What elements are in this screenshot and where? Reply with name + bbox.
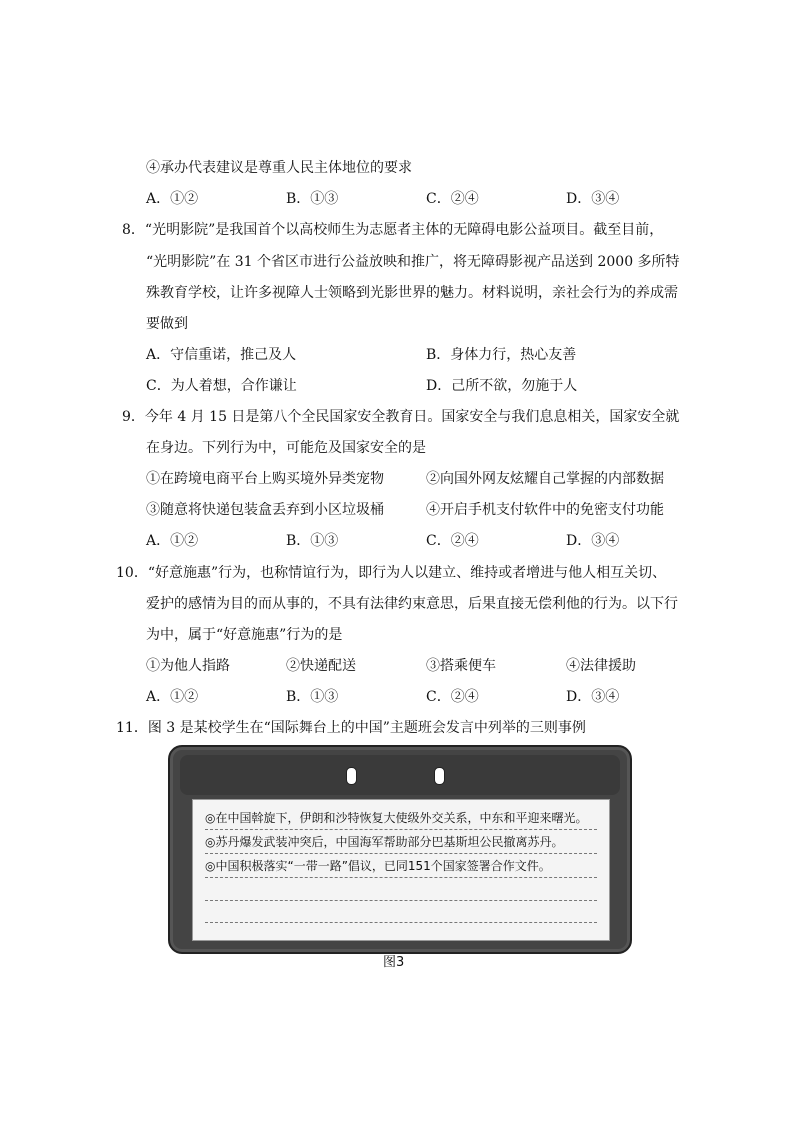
q10-option-b: B．①③ xyxy=(286,689,339,705)
q10-option-d: D．③④ xyxy=(566,689,620,705)
q9-line-2: 在身边。下列行为中，可能危及国家安全的是 xyxy=(146,440,426,456)
ruled-line xyxy=(205,900,597,901)
q7-option-b: B．①③ xyxy=(286,191,339,207)
q8-line-2: “光明影院”在 31 个省区市进行公益放映和推广，将无障碍影视产品送到 2000 多所特 xyxy=(146,254,680,270)
figure-caption: 图3 xyxy=(383,955,405,970)
q9-option-b: B．①③ xyxy=(286,533,339,549)
q7-item-4: ④承办代表建议是尊重人民主体地位的要求 xyxy=(146,160,412,176)
note-sheet xyxy=(192,799,610,941)
figure-3-board xyxy=(168,745,628,950)
figure-line-2: ◎苏丹爆发武装冲突后，中国海军帮助部分巴基斯坦公民撤离苏丹。 xyxy=(205,835,564,849)
q10-item-1: ①为他人指路 xyxy=(146,658,230,674)
q10-item-3: ③搭乘便车 xyxy=(426,658,496,674)
binder-ring-icon xyxy=(434,767,445,785)
q7-option-d: D．③④ xyxy=(566,191,620,207)
ruled-line xyxy=(205,853,597,854)
ruled-line xyxy=(205,877,597,878)
q7-option-c: C．②④ xyxy=(426,191,479,207)
figure-line-3: ◎中国积极落实“一带一路”倡议，已同151个国家签署合作文件。 xyxy=(205,859,551,873)
q8-line-4: 要做到 xyxy=(146,316,188,332)
q9-line-1: 9．今年 4 月 15 日是第八个全民国家安全教育日。国家安全与我们息息相关，国家安全就 xyxy=(122,409,680,425)
q8-option-b: B．身体力行，热心友善 xyxy=(426,347,577,363)
q9-item-4: ④开启手机支付软件中的免密支付功能 xyxy=(426,502,664,518)
binder-ring-icon xyxy=(346,767,357,785)
q10-line-2: 爱护的感情为目的而从事的，不具有法律约束意思，后果直接无偿利他的行为。以下行 xyxy=(146,596,678,612)
q10-line-3: 为中，属于“好意施惠”行为的是 xyxy=(146,627,343,643)
q8-option-c: C．为人着想，合作谦让 xyxy=(146,378,297,394)
q9-option-a: A．①② xyxy=(146,533,199,549)
q10-line-1: 10．“好意施惠”行为，也称情谊行为，即行为人以建立、维持或者增进与他人相互关切、 xyxy=(116,565,667,581)
q9-item-2: ②向国外网友炫耀自己掌握的内部数据 xyxy=(426,471,664,487)
q7-option-a: A．①② xyxy=(146,191,199,207)
q10-option-c: C．②④ xyxy=(426,689,479,705)
q8-option-d: D．己所不欲，勿施于人 xyxy=(426,378,578,394)
figure-line-1: ◎在中国斡旋下，伊朗和沙特恢复大使级外交关系，中东和平迎来曙光。 xyxy=(205,811,588,825)
q8-option-a: A．守信重诺，推己及人 xyxy=(146,347,297,363)
ruled-line xyxy=(205,829,597,830)
q10-item-4: ④法律援助 xyxy=(566,658,636,674)
q10-item-2: ②快递配送 xyxy=(286,658,356,674)
q9-option-d: D．③④ xyxy=(566,533,620,549)
q8-line-3: 殊教育学校，让许多视障人士领略到光影世界的魅力。材料说明，亲社会行为的养成需 xyxy=(146,285,678,301)
board-header xyxy=(180,755,620,795)
ruled-line xyxy=(205,922,597,923)
q9-item-3: ③随意将快递包装盒丢弃到小区垃圾桶 xyxy=(146,502,384,518)
q9-item-1: ①在跨境电商平台上购买境外异类宠物 xyxy=(146,471,384,487)
q10-option-a: A．①② xyxy=(146,689,199,705)
q8-line-1: 8．“光明影院”是我国首个以高校师生为志愿者主体的无障碍电影公益项目。截至目前， xyxy=(122,222,664,238)
board-frame xyxy=(168,745,632,954)
q9-option-c: C．②④ xyxy=(426,533,479,549)
q11-line: 11．图 3 是某校学生在“国际舞台上的中国”主题班会发言中列举的三则事例 xyxy=(116,720,586,736)
